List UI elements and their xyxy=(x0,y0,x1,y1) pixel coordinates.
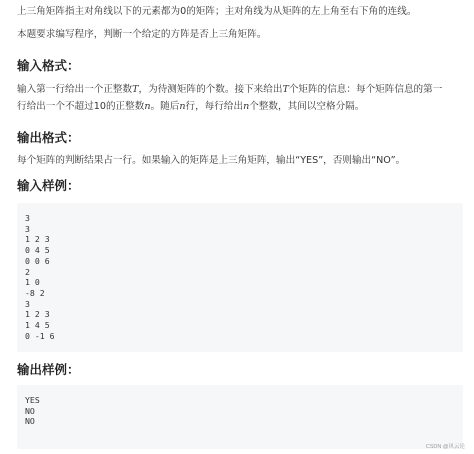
output-format-line-1: 每个矩阵的判断结果占一行。如果输入的矩阵是上三角矩阵，输出“YES”，否则输出“NO”。 xyxy=(17,155,406,166)
input-format-line-2 xyxy=(17,99,364,115)
sample-output-box xyxy=(17,385,463,449)
input-format-text: 行给出一个不超过10的正整数 xyxy=(17,101,145,112)
description-line-2: 本题要求编写程序，判断一个给定的方阵是否上三角矩阵。 xyxy=(17,29,267,40)
variable-T: T xyxy=(282,84,289,95)
sample-output-heading: 输出样例： xyxy=(17,362,80,377)
sample-input-heading: 输入样例： xyxy=(17,178,80,193)
sample-output-code: YES NO NO xyxy=(25,395,40,427)
variable-T: T xyxy=(132,84,139,95)
input-format-text: 行，每行给出 xyxy=(185,101,244,112)
sample-input-code: 3 3 1 2 3 0 4 5 0 0 6 2 1 0 -8 2 3 1 2 3 1 4 5 0 -1 6 xyxy=(25,213,55,341)
input-format-text: 输入第一行给出一个正整数 xyxy=(17,84,133,95)
input-format-text: 个整数，其间以空格分隔。 xyxy=(249,101,365,112)
input-format-text: 个矩阵的信息：每个矩阵信息的第一 xyxy=(288,84,443,95)
input-format-text: ，为待测矩阵的个数。接下来给出 xyxy=(138,84,283,95)
output-format-heading: 输出格式： xyxy=(17,130,80,145)
sample-input-box xyxy=(17,203,463,352)
variable-n: n xyxy=(144,101,151,112)
watermark: CSDN @风云论 xyxy=(425,444,465,450)
variable-n: n xyxy=(243,101,250,112)
input-format-heading: 输入格式： xyxy=(17,58,80,73)
variable-n: n xyxy=(179,101,186,112)
input-format-line-1 xyxy=(17,82,442,98)
input-format-text: 。随后 xyxy=(150,101,180,112)
description-line-1: 上三角矩阵指主对角线以下的元素都为0的矩阵；主对角线为从矩阵的左上角至右下角的连线。 xyxy=(17,6,417,17)
